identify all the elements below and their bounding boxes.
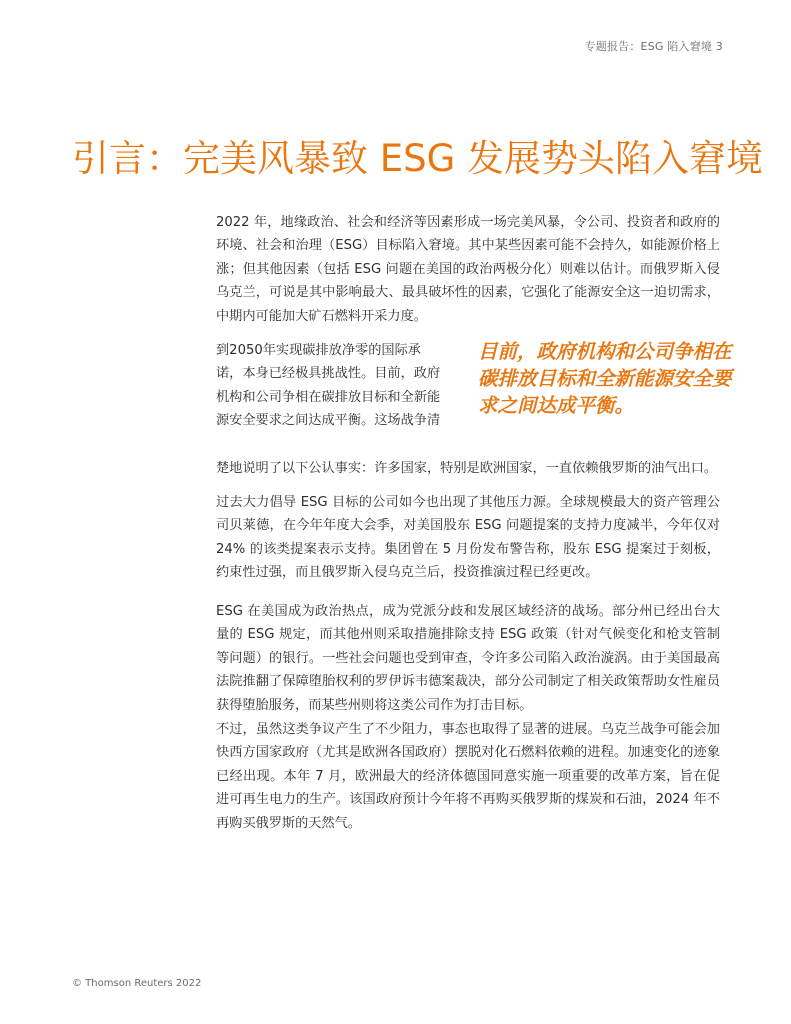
body-paragraph-5: ESG 在美国成为政治热点，成为党派分歧和发展区域经济的战场。部分州已经出台大量的 ESG 规定，而其他州则采取措施排除支持 ESG 政策（针对气候变化和枪支管制等问题）的银行。一些社会问题也受到审查，令许多公司陷入政治漩涡。由于美国最高法院推翻了保障堕胎权利的罗伊诉韦德案裁决，部分公司制定了相关政策帮助女性雇员获得堕胎服务，而某些州则将这类公司作为打击目标。 — [216, 604, 720, 713]
body-paragraph-3: 楚地说明了以下公认事实：许多国家，特别是欧洲国家，一直依赖俄罗斯的油气出口。 — [216, 461, 718, 476]
running-header: 专题报告：ESG 陷入窘境 3 — [584, 40, 723, 53]
copyright-footer: © Thomson Reuters 2022 — [72, 978, 202, 989]
body-paragraph-6: 不过，虽然这类争议产生了不少阻力，事态也取得了显著的进展。乌克兰战争可能会加快西方国家政府（尤其是欧洲各国政府）摆脱对化石燃料依赖的进程。加速变化的迹象已经出现。本年 7 月，欧洲最大的经济体德国同意实施一项重要的改革方案，旨在促进可再生电力的生产。该国政府预计今年将不再购买俄罗斯的煤炭和石油，2024 年不再购买俄罗斯的天然气。 — [216, 722, 720, 831]
body-paragraph-1: 2022 年，地缘政治、社会和经济等因素形成一场完美风暴，令公司、投资者和政府的环境、社会和治理（ESG）目标陷入窘境。其中某些因素可能不会持久，如能源价格上涨；但其他因素（包括 ESG 问题在美国的政治两极分化）则难以估计。而俄罗斯入侵乌克兰，可说是其中影响最大、最具破坏性的因素，它强化了能源安全这一迫切需求，中期内可能加大矿石燃料开采力度。 — [216, 215, 720, 324]
body-paragraph-4: 过去大力倡导 ESG 目标的公司如今也出现了其他压力源。全球规模最大的资产管理公司贝莱德，在今年年度大会季，对美国股东 ESG 问题提案的支持力度减半，今年仅对 24% 的该类提案表示支持。集团曾在 5 月份发布警告称，股东 ESG 提案过于刻板，约束性过强，而且俄罗斯入侵乌克兰后，投资推演过程已经更改。 — [216, 495, 720, 581]
pull-quote: 目前，政府机构和公司争相在碳排放目标和全新能源安全要求之间达成平衡。 — [478, 340, 732, 417]
body-paragraph-2: 到2050年实现碳排放净零的国际承诺，本身已经极具挑战性。目前，政府机构和公司争相在碳排放目标和全新能源安全要求之间达成平衡。这场战争清 — [216, 343, 441, 429]
page-title: 引言：完美风暴致 ESG 发展势头陷入窘境 — [72, 136, 764, 180]
